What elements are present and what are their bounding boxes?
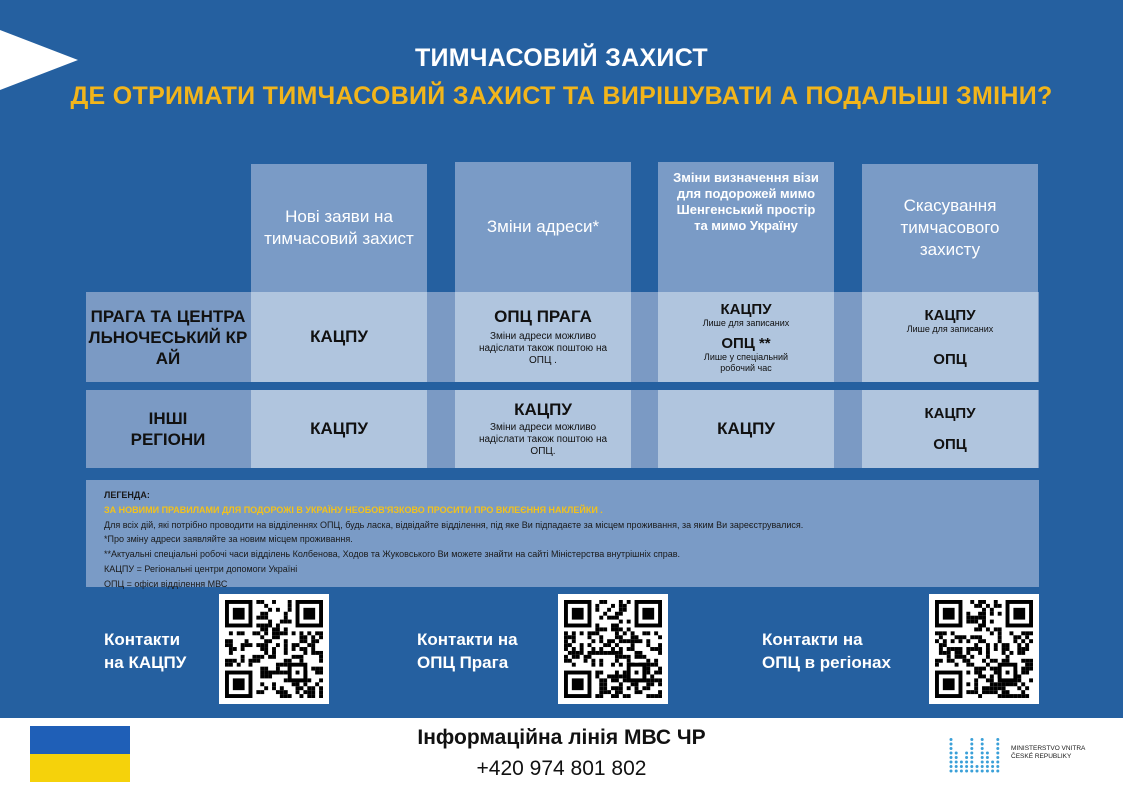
legend-line: **Актуальні спеціальні робочі часи відділень Колбенова, Ходов та Жуковського Ви можете знайти на сайті Міністерства внутрішніх справ. — [104, 549, 680, 560]
cell-main-text-2: ОПЦ — [933, 436, 967, 453]
cell-main-text: КАЦПУ — [924, 306, 976, 324]
info-line-title: Інформаційна лінія МВС ЧР — [417, 726, 706, 749]
contact-line: ОПЦ Прага — [417, 653, 509, 672]
contact-label-opc-prague — [417, 628, 518, 674]
legend-heading: ЛЕГЕНДА: — [104, 490, 150, 500]
legend-line: Для всіх дій, які потрібно проводити на відділеннях ОПЦ, будь ласка, відвідайте відділення, під яке Ви підпадаєте за місцем проживання, за яким Ви зареєструвалися. — [104, 519, 804, 530]
cell-note-text-2: Лише у спеціальний робочий час — [703, 351, 789, 373]
cell-note-text: Зміни адреси можливо надіслати також поштою на ОПЦ . — [478, 331, 608, 366]
cell-main-text-2: ОПЦ ** — [721, 334, 771, 352]
region-label-text: ПРАГА ТА ЦЕНТРАЛЬНОЧЕСЬКИЙ КРАЙ — [88, 306, 248, 368]
legend-line: ОПЦ = офіси відділення МВС — [104, 578, 228, 589]
cell-cancellation-prague — [862, 292, 1038, 382]
cell-main-text: ОПЦ ПРАГА — [494, 307, 592, 326]
column-header-address-change — [455, 162, 631, 292]
cell-note-text: Лише для записаних — [702, 317, 790, 328]
cell-address-change-prague — [455, 292, 631, 382]
cell-main-text-2: ОПЦ — [933, 350, 967, 368]
logo-line: ČESKÉ REPUBLIKY — [1011, 753, 1072, 760]
ministry-logo-text — [1011, 745, 1111, 761]
cell-address-change-other — [455, 390, 631, 468]
contact-label-kacpu — [104, 628, 186, 674]
cell-cancellation-other — [862, 390, 1038, 468]
cell-main-text: КАЦПУ — [717, 419, 775, 438]
cell-main-text: КАЦПУ — [310, 419, 368, 438]
cell-note-text: Лише для записаних — [906, 323, 994, 334]
cell-visa-change-prague — [658, 292, 834, 382]
qr-code-icon[interactable] — [219, 594, 329, 704]
column-header-new-applications — [251, 164, 427, 292]
region-label-other — [86, 390, 250, 468]
contact-line: ОПЦ в регіонах — [762, 653, 891, 672]
column-header-label: Зміни визначення візи для подорожей мимо Шенгенський простір та мимо Україну — [673, 170, 819, 233]
contact-label-opc-regions — [762, 628, 891, 674]
legend-line: КАЦПУ = Регіональні центри допомоги Україні — [104, 563, 298, 574]
region-label-prague — [86, 292, 250, 382]
cell-new-applications-other — [251, 390, 427, 468]
column-header-label: Зміни адреси* — [486, 217, 600, 236]
region-label-text: ІНШІ РЕГІОНИ — [130, 409, 206, 449]
legend-box — [86, 480, 1039, 587]
contact-line: Контакти на — [762, 630, 863, 649]
contact-line: Контакти на — [417, 630, 518, 649]
contact-line: на КАЦПУ — [104, 653, 187, 672]
cell-main-text: КАЦПУ — [310, 327, 368, 346]
phone-number[interactable]: +420 974 801 802 — [476, 757, 647, 780]
cell-note-text: Зміни адреси можливо надіслати також поштою на ОПЦ. — [478, 422, 608, 457]
legend-line: *Про зміну адреси заявляйте за новим місцем проживання. — [104, 534, 353, 545]
cell-main-text: КАЦПУ — [924, 405, 976, 422]
qr-code-icon[interactable] — [558, 594, 668, 704]
page-title: ТИМЧАСОВИЙ ЗАХИСТ — [414, 44, 709, 72]
column-header-visa-change — [658, 162, 834, 292]
contact-line: Контакти — [104, 630, 181, 649]
cell-main-text: КАЦПУ — [720, 300, 772, 318]
cell-main-text: КАЦПУ — [514, 400, 572, 419]
cell-new-applications-prague — [251, 292, 427, 382]
logo-line: MINISTERSTVO VNITRA — [1011, 745, 1086, 752]
qr-code-icon[interactable] — [929, 594, 1039, 704]
column-header-label: Нові заяви на тимчасовий захист — [264, 207, 414, 248]
cell-visa-change-other — [658, 390, 834, 468]
column-header-label: Скасування тимчасового захисту — [900, 196, 1000, 259]
page-subtitle: ДЕ ОТРИМАТИ ТИМЧАСОВИЙ ЗАХИСТ ТА ВИРІШУВАТИ А ПОДАЛЬШІ ЗМІНИ? — [70, 82, 1053, 110]
column-header-cancellation — [862, 164, 1038, 292]
legend-highlight: ЗА НОВИМИ ПРАВИЛАМИ ДЛЯ ПОДОРОЖІ В УКРАЇНУ НЕОБОВ'ЯЗКОВО ПРОСИТИ ПРО ВКЛЕЄННЯ НАКЛЕЙКИ . — [104, 504, 603, 515]
